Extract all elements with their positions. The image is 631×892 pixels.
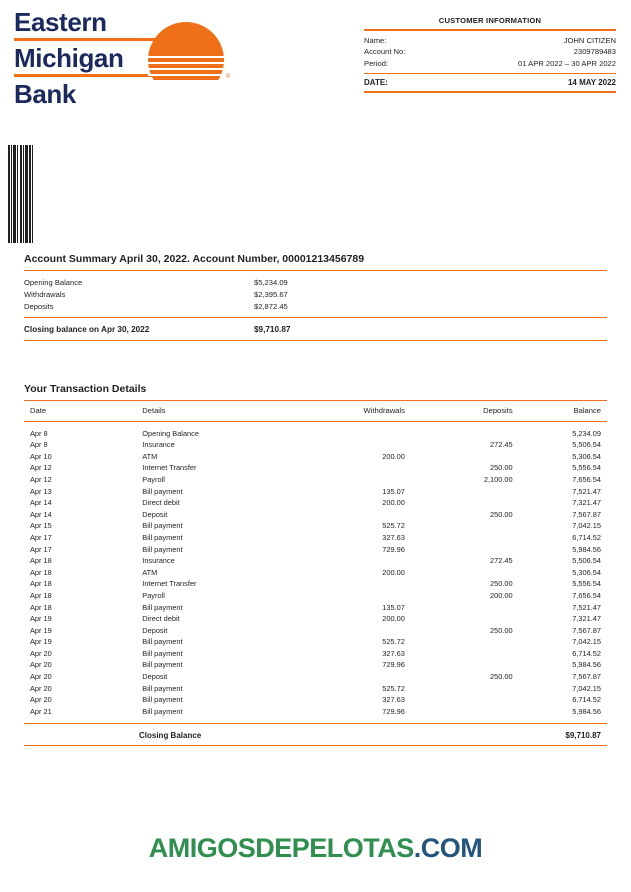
table-row [24,424,607,439]
summary-row [24,289,607,301]
cell-deposits: 250.00 [490,579,513,589]
table-row [24,532,607,544]
cell-date: Apr 18 [30,579,52,589]
cell-details: Bill payment [142,637,183,647]
cell-deposits [405,694,513,706]
cell-deposits [405,532,513,544]
period-value: 01 APR 2022 – 30 APR 2022 [518,59,616,69]
cell-balance: 7,321.47 [572,614,601,624]
cell-balance: 7,321.47 [572,498,601,508]
transactions-table-head [24,401,607,424]
cell-withdrawals: 135.07 [382,486,405,496]
table-row [24,613,607,625]
cell-details: Deposit [142,625,168,635]
withdrawals-label: Withdrawals [24,290,66,300]
summary-row [24,301,607,313]
cell-details: Bill payment [142,532,183,542]
cell-balance: 7,042.15 [572,521,601,531]
customer-rows [364,31,616,73]
cell-withdrawals [299,439,405,451]
column-header-withdrawals: Withdrawals [363,406,405,415]
cell-date: Apr 20 [30,672,52,682]
table-row [24,659,607,671]
cell-withdrawals [299,671,405,683]
cell-deposits [405,485,513,497]
cell-balance: 7,567.87 [572,509,601,519]
cell-details: Bill payment [142,683,183,693]
cell-deposits: 272.45 [490,556,513,566]
cell-deposits: 250.00 [490,509,513,519]
cell-deposits [405,636,513,648]
cell-details: Direct debit [142,614,180,624]
cell-balance: 5,506.54 [572,556,601,566]
table-row [24,439,607,451]
summary-rule-bottom [24,340,607,341]
cell-date: Apr 20 [30,648,52,658]
cell-date: Apr 17 [30,532,52,542]
cell-deposits: 250.00 [490,625,513,635]
statement-header [0,0,631,120]
cell-withdrawals [299,508,405,520]
account-no-value: 2309789483 [573,47,616,57]
cell-withdrawals: 327.63 [382,532,405,542]
cell-withdrawals: 729.96 [382,544,405,554]
cell-withdrawals [299,555,405,567]
cell-deposits [405,450,513,462]
cell-deposits: 200.00 [490,590,513,600]
cell-balance: 7,521.47 [572,486,601,496]
cell-deposits: 2,100.00 [483,474,513,484]
table-row [24,485,607,497]
cell-date: Apr 15 [30,521,52,531]
cell-balance: 5,556.54 [572,463,601,473]
table-row [24,543,607,555]
cell-withdrawals [299,578,405,590]
cell-date: Apr 18 [30,602,52,612]
account-no-label: Account No: [364,47,406,57]
cell-balance: 7,521.47 [572,602,601,612]
cell-deposits: 272.45 [490,440,513,450]
summary-closing-amount: $9,710.87 [254,325,291,335]
cell-details: ATM [142,451,158,461]
statement-date-value: 14 MAY 2022 [567,78,616,88]
cell-balance: 5,984.56 [572,660,601,670]
table-row [24,601,607,613]
customer-panel-title: CUSTOMER INFORMATION [438,16,542,25]
cell-date: Apr 21 [30,706,52,716]
cell-date: Apr 13 [30,486,52,496]
cell-withdrawals: 327.63 [382,648,405,658]
transactions-table [24,401,607,717]
statement-date-label: DATE: [364,78,388,88]
table-row [24,450,607,462]
table-row [24,508,607,520]
table-row [24,682,607,694]
customer-information-panel [364,16,616,93]
cell-details: Internet Transfer [142,579,197,589]
cell-date: Apr 17 [30,544,52,554]
cell-withdrawals: 525.72 [382,683,405,693]
cell-date: Apr 19 [30,637,52,647]
transactions-closing-row [24,724,607,745]
cell-balance: 5,984.56 [572,706,601,716]
watermark [0,833,631,864]
summary-closing-label: Closing balance on Apr 30, 2022 [24,325,150,335]
cell-balance: 5,234.09 [572,428,601,438]
cell-details: Internet Transfer [142,463,197,473]
cell-deposits [405,497,513,509]
cell-date: Apr 8 [30,428,48,438]
customer-name-label: Name: [364,35,387,45]
customer-row [364,58,616,70]
transaction-details-section [24,383,607,746]
opening-balance-label: Opening Balance [24,278,83,287]
cell-deposits: 250.00 [490,672,513,682]
cell-date: Apr 20 [30,660,52,670]
table-row [24,590,607,602]
transactions-closing-amount: $9,710.87 [565,731,601,741]
period-label: Period: [364,59,389,69]
transactions-rule-final [24,745,607,746]
table-row [24,462,607,474]
cell-deposits [405,601,513,613]
deposits-label: Deposits [24,302,54,312]
cell-balance: 6,714.52 [572,532,601,542]
cell-details: Deposit [142,509,168,519]
cell-deposits: 250.00 [490,463,513,473]
table-row [24,578,607,590]
cell-balance: 6,714.52 [572,695,601,705]
cell-details: Direct debit [142,498,180,508]
cell-balance: 5,556.54 [572,579,601,589]
cell-deposits [405,566,513,578]
table-row [24,520,607,532]
statement-date-row [364,74,616,91]
bank-name-line-3: Bank [14,79,76,110]
panel-rule-bottom [364,91,616,93]
cell-balance: 7,567.87 [572,625,601,635]
cell-date: Apr 18 [30,567,52,577]
cell-deposits [405,543,513,555]
bank-name-line-2: Michigan [14,43,124,74]
cell-details: ATM [142,567,158,577]
table-row [24,636,607,648]
opening-balance-amount: $5,234.09 [254,278,288,287]
watermark-part-1: AMIGOSDEPELOTAS [148,833,414,863]
cell-withdrawals: 525.72 [382,521,405,531]
cell-details: Bill payment [142,660,183,670]
cell-balance: 7,042.15 [572,683,601,693]
cell-details: Bill payment [142,521,183,531]
cell-date: Apr 18 [30,556,52,566]
table-row [24,555,607,567]
cell-withdrawals: 200.00 [382,498,405,508]
table-row [24,566,607,578]
column-header-balance: Balance [573,406,601,415]
cell-details: Opening Balance [142,428,199,438]
cell-details: Insurance [142,556,175,566]
deposits-amount: $2,872.45 [254,302,288,312]
summary-row [24,277,607,289]
withdrawals-amount: $2,395.67 [254,290,288,300]
cell-date: Apr 12 [30,474,52,484]
cell-balance: 7,656.54 [572,590,601,600]
cell-deposits [405,648,513,660]
cell-deposits [405,520,513,532]
cell-withdrawals: 200.00 [382,567,405,577]
column-header-deposits: Deposits [483,406,513,415]
cell-withdrawals [299,590,405,602]
cell-withdrawals: 135.07 [382,602,405,612]
cell-withdrawals: 327.63 [382,695,405,705]
registered-mark: ® [225,74,230,80]
transaction-details-title: Your Transaction Details [24,383,147,395]
cell-details: Deposit [142,672,168,682]
cell-details: Bill payment [142,486,183,496]
cell-date: Apr 14 [30,498,52,508]
cell-balance: 7,042.15 [572,637,601,647]
cell-deposits [405,682,513,694]
cell-date: Apr 20 [30,683,52,693]
cell-balance: 7,567.87 [572,672,601,682]
cell-balance: 5,984.56 [572,544,601,554]
summary-rows [24,271,607,317]
cell-details: Bill payment [142,544,183,554]
cell-deposits [405,706,513,718]
cell-date: Apr 10 [30,451,52,461]
cell-balance: 7,656.54 [572,474,601,484]
cell-details: Bill payment [142,695,183,705]
cell-balance: 5,306.54 [572,451,601,461]
customer-row [364,35,616,47]
cell-deposits [405,613,513,625]
cell-balance: 5,506.54 [572,440,601,450]
cell-date: Apr 20 [30,695,52,705]
cell-withdrawals [299,624,405,636]
table-row [24,706,607,718]
cell-date: Apr 8 [30,440,48,450]
transactions-table-body [24,424,607,718]
cell-details: Bill payment [142,648,183,658]
cell-details: Bill payment [142,602,183,612]
cell-deposits [405,424,513,439]
sunrise-logo-icon [148,22,230,86]
barcode-icon [8,145,34,243]
cell-balance: 6,714.52 [572,648,601,658]
cell-withdrawals: 729.96 [382,660,405,670]
cell-date: Apr 14 [30,509,52,519]
cell-details: Payroll [142,474,165,484]
account-summary-section [24,253,607,341]
cell-withdrawals [299,474,405,486]
column-header-details: Details [142,406,166,415]
cell-details: Insurance [142,440,175,450]
summary-closing-row [24,318,607,340]
bank-name-line-1: Eastern [14,7,107,37]
table-row [24,497,607,509]
table-row [24,474,607,486]
cell-date: Apr 18 [30,590,52,600]
cell-withdrawals [299,424,405,439]
cell-withdrawals: 200.00 [382,451,405,461]
cell-date: Apr 12 [30,463,52,473]
transactions-header-row [24,401,607,420]
column-header-date: Date [30,406,47,415]
customer-name-value: JOHN CITIZEN [563,35,616,45]
cell-deposits [405,659,513,671]
table-row [24,694,607,706]
cell-date: Apr 19 [30,625,52,635]
cell-withdrawals: 200.00 [382,614,405,624]
cell-date: Apr 19 [30,614,52,624]
cell-withdrawals [299,462,405,474]
cell-details: Bill payment [142,706,183,716]
table-row [24,624,607,636]
account-summary-title: Account Summary April 30, 2022. Account Number, 00001213456789 [24,253,365,265]
cell-withdrawals: 729.96 [382,706,405,716]
customer-row [364,46,616,58]
cell-withdrawals: 525.72 [382,637,405,647]
cell-details: Payroll [142,590,165,600]
table-row [24,671,607,683]
transactions-closing-label: Closing Balance [139,731,202,741]
table-row [24,648,607,660]
watermark-part-2: .COM [413,833,483,863]
cell-balance: 5,306.54 [572,567,601,577]
